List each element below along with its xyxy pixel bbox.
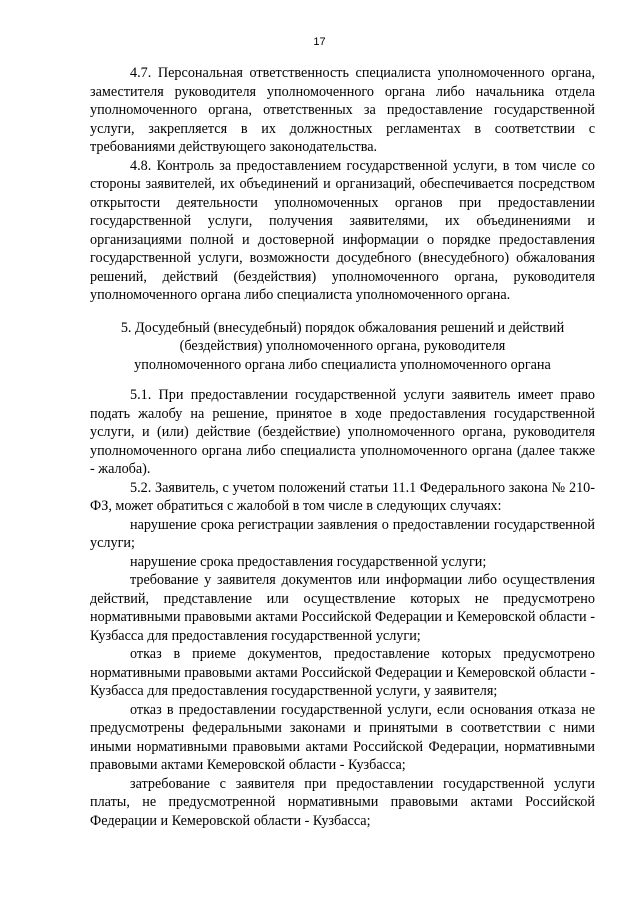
section-5-heading	[90, 319, 595, 375]
paragraph-4-8: 4.8. Контроль за предоставлением государственной услуги, в том числе со стороны заявителей, их объединений и организаций, обеспечивается посредством открытости деятельности уполномоченных органов при предоставлении государственной услуги, получения заявителями, их объединениями и организациями полной и достоверной информации о порядке предоставления государственной услуги, возможности досудебного (внесудебного) обжалования решений, действий (бездействия) уполномоченного органа, руководителя уполномоченного органа либо специалиста уполномоченного органа.	[90, 157, 595, 303]
page-content	[90, 64, 595, 830]
list-item-service-delay: нарушение срока предоставления государственной услуги;	[130, 553, 487, 570]
paragraph-4-7: 4.7. Персональная ответственность специалиста уполномоченного органа, заместителя руководителя уполномоченного органа либо начальника отдела уполномоченного органа, ответственных за предоставление государственной услуги, закрепляется в их должностных регламентах в соответствии с требованиями действующего законодательства.	[90, 65, 595, 155]
paragraph-5-2: 5.2. Заявитель, с учетом положений статьи 11.1 Федерального закона № 210-ФЗ, может обратиться с жалобой в том числе в следующих случаях:	[90, 479, 595, 514]
list-item-registration-delay: нарушение срока регистрации заявления о предоставлении государственной услуги;	[90, 516, 595, 551]
list-item-extra-documents: требование у заявителя документов или информации либо осуществления действий, представление или осуществление которых не предусмотрено нормативными правовыми актами Российской Федерации и Кемеровской области - Кузбасса для предоставления государственной услуги;	[90, 572, 595, 644]
list-item-illegal-fee: затребование с заявителя при предоставлении государственной услуги платы, не предусмотренной нормативными правовыми актами Российской Федерации и Кемеровской области - Кузбасса;	[90, 775, 595, 829]
list-item-document-refusal: отказ в приеме документов, предоставление которых предусмотрено нормативными правовыми актами Российской Федерации и Кемеровской области - Кузбасса для предоставления государственной услуги, у заявителя;	[90, 646, 595, 699]
section-5-heading-line: 5. Досудебный (внесудебный) порядок обжалования решений и действий	[120, 319, 565, 336]
list-item-service-refusal: отказ в предоставлении государственной услуги, если основания отказа не предусмотрены федеральными законами и принятыми в соответствии с ними иными нормативными правовыми актами Российской Федерации, нормативными правовыми актами Кемеровской области - Кузбасса;	[90, 701, 595, 773]
section-5-heading-line: уполномоченного органа либо специалиста уполномоченного органа	[134, 356, 551, 373]
section-5-heading-line: (бездействия) уполномоченного органа, руководителя	[179, 338, 506, 354]
page-number: 17	[313, 36, 326, 48]
paragraph-5-1: 5.1. При предоставлении государственной услуги заявитель имеет право подать жалобу на решение, принятое в ходе предоставления государственной услуги, и (или) действие (бездействие) уполномоченного органа, руководителя уполномоченного органа либо специалиста уполномоченного органа (далее также - жалоба).	[90, 387, 595, 477]
